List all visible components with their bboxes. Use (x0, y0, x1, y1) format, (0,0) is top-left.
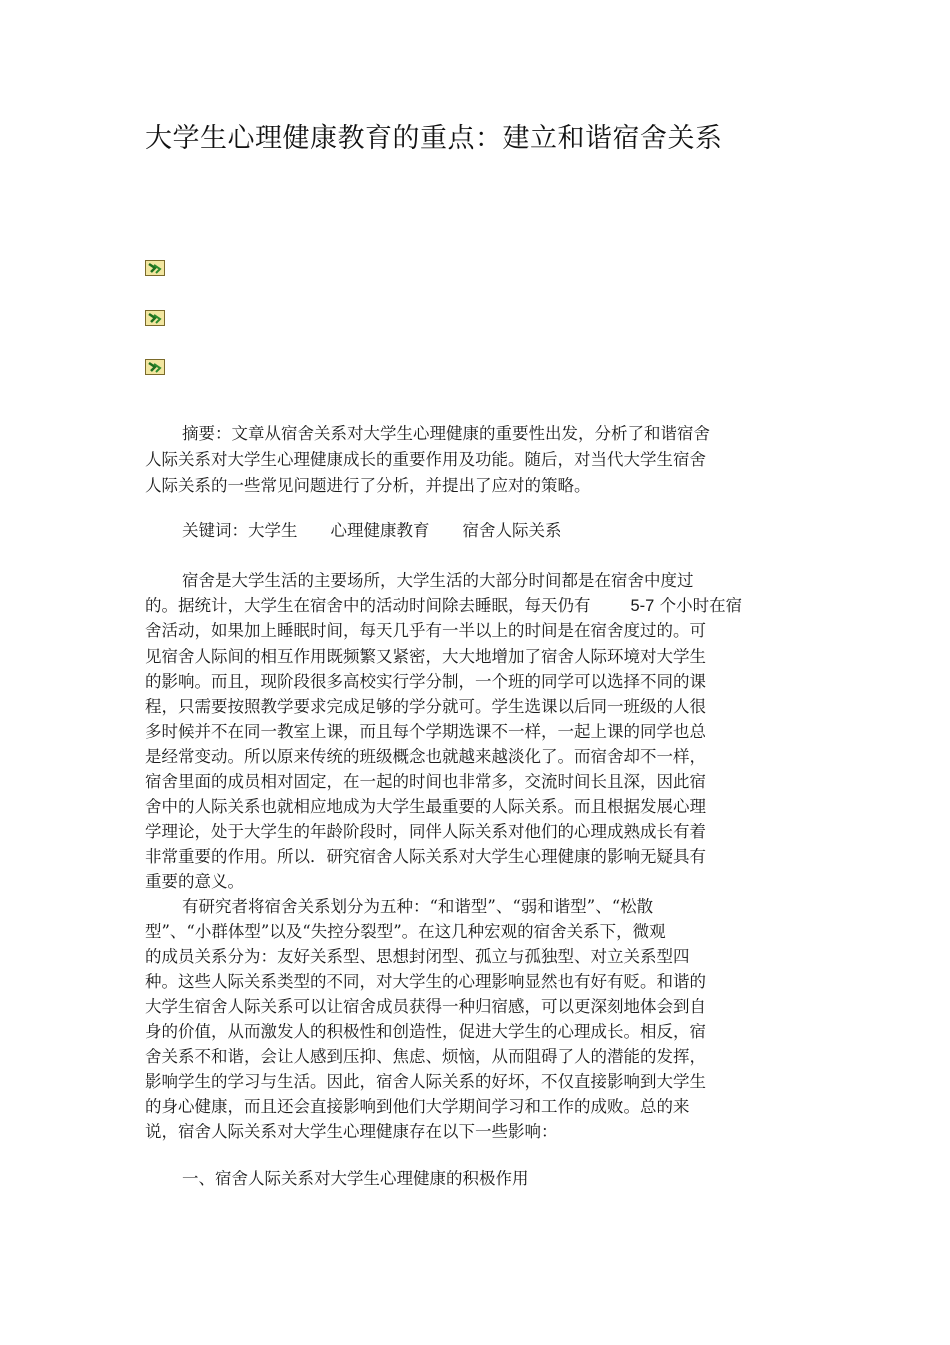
body-line: 宿舍里面的成员相对固定，在一起的时间也非常多，交流时间长且深，因此宿 (145, 772, 706, 791)
abstract-line: 摘要：文章从宿舍关系对大学生心理健康的重要性出发，分析了和谐宿舍 (182, 424, 710, 443)
body-line: 程，只需要按照教学要求完成足够的学分就可。学生选课以后同一班级的人很 (145, 697, 706, 716)
attachment-icon[interactable] (145, 260, 165, 276)
body-text: 个小时在宿 (659, 596, 743, 615)
body-line: 学理论，处于大学生的年龄阶段时，同伴人际关系对他们的心理成熟成长有着 (145, 822, 706, 841)
abstract-line: 人际关系的一些常见问题进行了分析，并提出了应对的策略。 (145, 476, 591, 495)
hours-number: 5-7 (630, 597, 655, 615)
body-line: 见宿舍人际间的相互作用既频繁又紧密，大大地增加了宿舍人际环境对大学生 (145, 647, 706, 666)
body-line: 非常重要的作用。所以．研究宿舍人际关系对大学生心理健康的影响无疑具有 (145, 847, 706, 866)
body-line: 种。这些人际关系类型的不同，对大学生的心理影响显然也有好有贬。和谐的 (145, 972, 706, 991)
section-heading: 一、宿舍人际关系对大学生心理健康的积极作用 (182, 1169, 529, 1188)
attachment-icon[interactable] (145, 310, 165, 326)
body-line: 身的价值，从而激发人的积极性和创造性，促进大学生的心理成长。相反，宿 (145, 1022, 706, 1041)
body-line: 舍活动，如果加上睡眠时间，每天几乎有一半以上的时间是在宿舍度过的。可 (145, 621, 706, 640)
body-line: 的成员关系分为：友好关系型、思想封闭型、孤立与孤独型、对立关系型四 (145, 947, 690, 966)
body-line: 型”、“小群体型”以及“失控分裂型”。在这几种宏观的宿舍关系下，微观 (145, 922, 666, 941)
body-line: 舍中的人际关系也就相应地成为大学生最重要的人际关系。而且根据发展心理 (145, 797, 706, 816)
body-line (145, 595, 742, 617)
body-line: 是经常变动。所以原来传统的班级概念也就越来越淡化了。而宿舍却不一样， (145, 747, 706, 766)
body-line: 舍关系不和谐，会让人感到压抑、焦虑、烦恼，从而阻碍了人的潜能的发挥， (145, 1047, 706, 1066)
body-line: 大学生宿舍人际关系可以让宿舍成员获得一种归宿感，可以更深刻地体会到自 (145, 997, 706, 1016)
body-text: 的。据统计，大学生在宿舍中的活动时间除去睡眠，每天仍有 (145, 596, 591, 615)
attachment-icon[interactable] (145, 359, 165, 375)
body-line: 的身心健康，而且还会直接影响到他们大学期间学习和工作的成败。总的来 (145, 1097, 690, 1116)
page-title: 大学生心理健康教育的重点：建立和谐宿舍关系 (145, 123, 723, 154)
body-line: 宿舍是大学生活的主要场所，大学生活的大部分时间都是在宿舍中度过 (182, 571, 694, 590)
body-line: 有研究者将宿舍关系划分为五种：“和谐型”、“弱和谐型”、“松散 (182, 897, 654, 916)
body-line: 重要的意义。 (145, 872, 244, 891)
body-line: 的影响。而且，现阶段很多高校实行学分制，一个班的同学可以选择不同的课 (145, 672, 706, 691)
body-line: 影响学生的学习与生活。因此，宿舍人际关系的好坏，不仅直接影响到大学生 (145, 1072, 706, 1091)
body-line: 多时候并不在同一教室上课，而且每个学期选课不一样，一起上课的同学也总 (145, 722, 706, 741)
body-line: 说，宿舍人际关系对大学生心理健康存在以下一些影响： (145, 1122, 558, 1141)
keywords: 关键词：大学生 心理健康教育 宿舍人际关系 (182, 521, 562, 540)
abstract-line: 人际关系对大学生心理健康成长的重要作用及功能。随后，对当代大学生宿舍 (145, 450, 706, 469)
